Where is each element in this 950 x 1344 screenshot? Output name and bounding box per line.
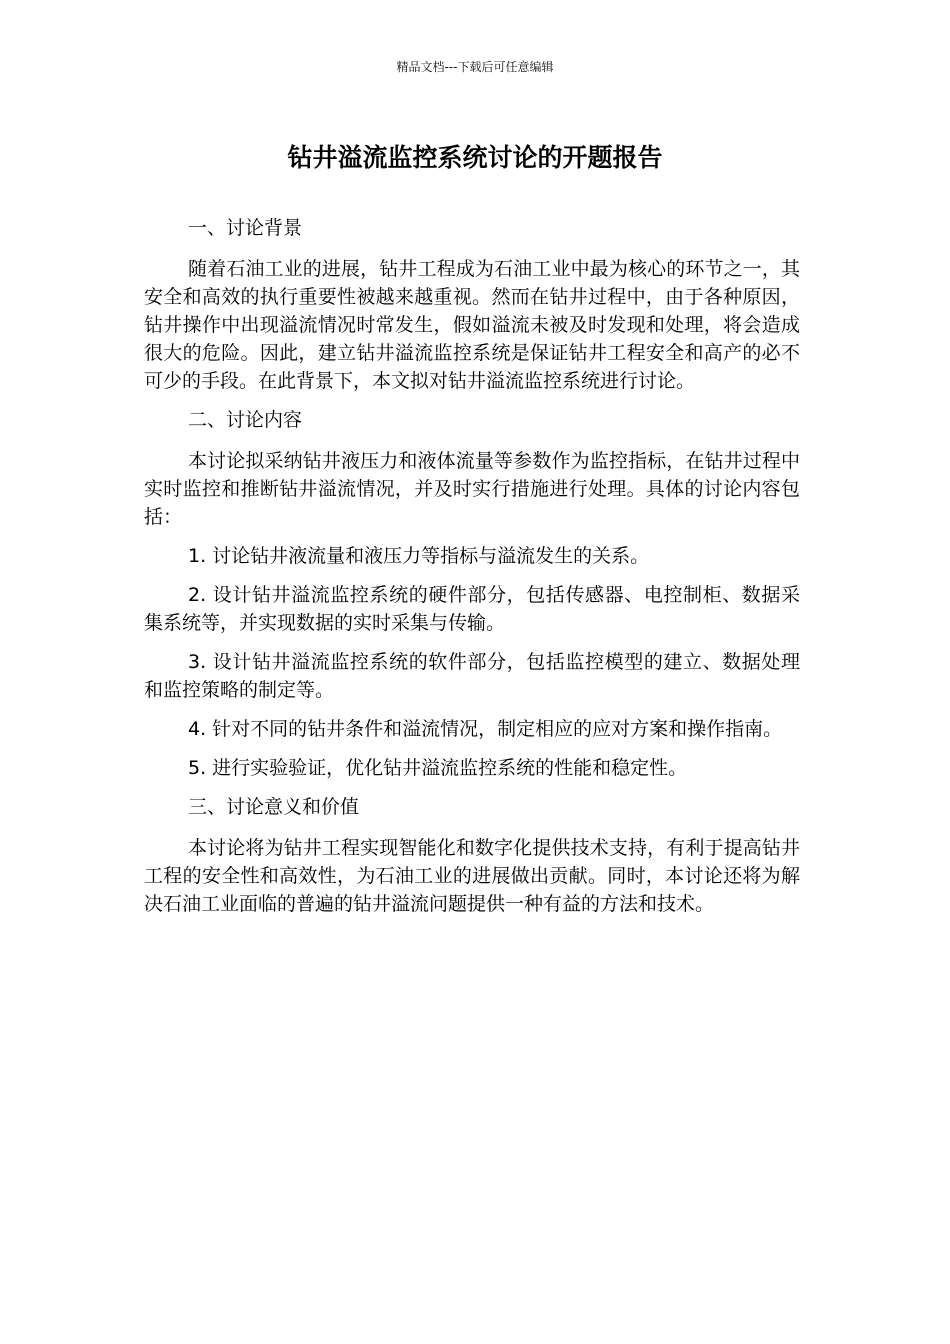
list-item-1: 1. 讨论钻井液流量和液压力等指标与溢流发生的关系。 <box>188 545 650 567</box>
paragraph-significance: 本讨论将为钻井工程实现智能化和数字化提供技术支持，有利于提高钻井工程的安全性和高效性，为石油工业的进展做出贡献。同时，本讨论还将为解决石油工业面临的普遍的钻井溢流问题提供一种有益的方法和技术。 <box>144 837 800 915</box>
section-heading-significance: 三、讨论意义和价值 <box>188 796 360 818</box>
section-heading-content: 二、讨论内容 <box>188 409 303 431</box>
section-heading-background: 一、讨论背景 <box>188 217 303 239</box>
list-item-4: 4. 针对不同的钻井条件和溢流情况，制定相应的应对方案和操作指南。 <box>188 718 783 740</box>
list-item-2: 2. 设计钻井溢流监控系统的硬件部分，包括传感器、电控制柜、数据采集系统等，并实现数据的实时采集与传输。 <box>144 584 800 634</box>
list-item-5: 5. 进行实验验证，优化钻井溢流监控系统的性能和稳定性。 <box>188 757 688 779</box>
paragraph-background: 随着石油工业的进展，钻井工程成为石油工业中最为核心的环节之一，其安全和高效的执行重要性被越来越重视。然而在钻井过程中，由于各种原因，钻井操作中出现溢流情况时常发生，假如溢流未被及时发现和处理，将会造成很大的危险。因此，建立钻井溢流监控系统是保证钻井工程安全和高产的必不可少的手段。在此背景下，本文拟对钻井溢流监控系统进行讨论。 <box>144 258 800 392</box>
document-body <box>144 214 800 929</box>
document-title: 钻井溢流监控系统讨论的开题报告 <box>287 143 663 172</box>
page-header: 精品文档---下载后可任意编辑 <box>396 60 554 74</box>
paragraph-content-intro: 本讨论拟采纳钻井液压力和液体流量等参数作为监控指标，在钻井过程中实时监控和推断钻井溢流情况，并及时实行措施进行处理。具体的讨论内容包括： <box>144 450 800 528</box>
list-item-3: 3. 设计钻井溢流监控系统的软件部分，包括监控模型的建立、数据处理和监控策略的制定等。 <box>144 651 800 701</box>
